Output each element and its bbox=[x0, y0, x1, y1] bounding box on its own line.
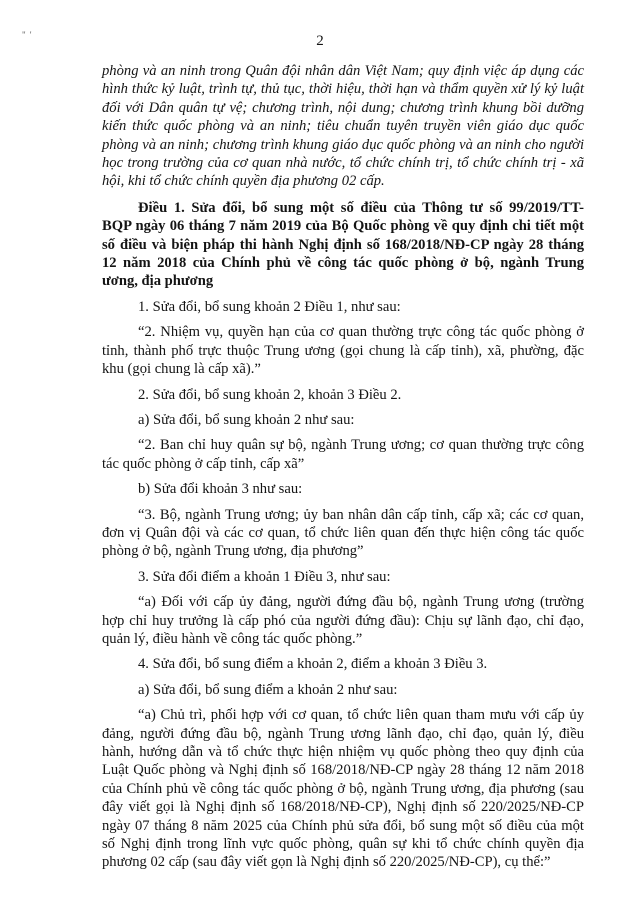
text-line: phòng ở bộ, ngành Trung ương, địa phương” bbox=[102, 543, 364, 560]
text-line: đối với Dân quân tự vệ; chương trình, nội dung; chương trình khung bồi dưỡng bbox=[102, 99, 584, 116]
text-line: tác quốc phòng ở cấp tỉnh, cấp xã” bbox=[102, 455, 305, 472]
intro-paragraph bbox=[102, 62, 584, 191]
text-line: đơn vị Quân đội và các cơ quan, tổ chức liên quan đến thực hiện công tác quốc bbox=[102, 524, 584, 541]
quoted-paragraph bbox=[102, 706, 584, 872]
text-line: “3. Bộ, ngành Trung ương; ủy ban nhân dân cấp tỉnh, cấp xã; các cơ quan, bbox=[138, 506, 584, 523]
text-line: b) Sửa đổi khoản 3 như sau: bbox=[138, 481, 303, 498]
text-line: 4. Sửa đổi, bổ sung điểm a khoản 2, điểm a khoản 3 Điều 3. bbox=[138, 656, 488, 673]
text-line: hình thức kỷ luật, trình tự, thủ tục, thời hiệu, thời hạn và thẩm quyền xử lý kỷ luật bbox=[102, 81, 584, 98]
quoted-paragraph bbox=[102, 323, 584, 378]
text-line: hành, hướng dẫn và tổ chức thực hiện nhiệm vụ quốc phòng theo quy định của bbox=[102, 744, 584, 760]
text-line: ương, địa phương bbox=[102, 273, 214, 290]
text-line: của Chính phủ về công tác quốc phòng ở bộ, ngành Trung ương, địa phương (sau bbox=[102, 780, 584, 797]
text-line: “2. Ban chỉ huy quân sự bộ, ngành Trung ương; cơ quan thường trực công bbox=[138, 437, 584, 454]
quoted-paragraph bbox=[102, 593, 584, 648]
text-line: 3. Sửa đổi điểm a khoản 1 Điều 3, như sau: bbox=[138, 568, 391, 585]
clause-paragraph bbox=[102, 480, 584, 498]
text-line: đây viết gọi là Nghị định số 168/2018/NĐ-CP), Nghị định số 220/2025/NĐ-CP bbox=[102, 799, 584, 816]
text-line: học trong trường của cơ quan nhà nước, tổ chức chính trị, tổ chức chính trị - xã bbox=[102, 155, 584, 172]
clause-paragraph bbox=[102, 655, 584, 673]
text-line: phòng và an ninh; chương trình khung giáo dục quốc phòng và an ninh cho người bbox=[102, 136, 584, 153]
text-line: kiến thức quốc phòng và an ninh; tiêu chuẩn tuyên truyền viên giáo dục quốc bbox=[102, 118, 584, 135]
text-line: tỉnh, thành phố trực thuộc Trung ương (gọi chung là cấp tỉnh), xã, phường, đặc bbox=[102, 342, 584, 359]
text-line: a) Sửa đổi, bổ sung khoản 2 như sau: bbox=[138, 411, 355, 428]
text-line: số điều và biện pháp thi hành Nghị định số 168/2018/NĐ-CP ngày 28 tháng bbox=[102, 236, 584, 253]
quoted-paragraph bbox=[102, 436, 584, 473]
text-line: 2. Sửa đổi, bổ sung khoản 2, khoản 3 Điều 2. bbox=[138, 386, 402, 403]
text-line: 12 năm 2018 của Chính phủ về công tác quốc phòng ở bộ, ngành Trung bbox=[102, 255, 584, 272]
clause-paragraph bbox=[102, 298, 584, 316]
quoted-paragraph bbox=[102, 506, 584, 561]
text-line: ngày 07 tháng 8 năm 2025 của Chính phủ sửa đổi, bổ sung một số điều của một bbox=[102, 817, 584, 834]
text-line: số Nghị định trong lĩnh vực quốc phòng, quân sự khi tổ chức chính quyền địa bbox=[102, 836, 584, 853]
corner-mark: " ' bbox=[22, 30, 33, 40]
text-line: Luật Quốc phòng và Nghị định số 168/2018/NĐ-CP ngày 28 tháng 12 năm 2018 bbox=[102, 762, 584, 779]
clause-paragraph bbox=[102, 386, 584, 404]
paragraph-list bbox=[102, 298, 584, 872]
article-heading bbox=[102, 199, 584, 291]
text-line: “a) Đối với cấp ủy đảng, người đứng đầu bộ, ngành Trung ương (trường bbox=[138, 594, 584, 611]
text-line: khu (gọi chung là cấp xã).” bbox=[102, 361, 261, 378]
text-line: BQP ngày 06 tháng 7 năm 2019 của Bộ Quốc phòng về quy định chi tiết một bbox=[102, 218, 584, 235]
text-line: hội, khi tổ chức chính quyền địa phương 02 cấp. bbox=[102, 173, 385, 190]
text-line: “a) Chủ trì, phối hợp với cơ quan, tổ chức liên quan tham mưu với cấp ủy bbox=[138, 707, 584, 724]
page-number: 2 bbox=[316, 33, 324, 49]
text-line: a) Sửa đổi, bổ sung điểm a khoản 2 như sau: bbox=[138, 681, 398, 698]
text-line: 1. Sửa đổi, bổ sung khoản 2 Điều 1, như sau: bbox=[138, 298, 401, 315]
clause-paragraph bbox=[102, 681, 584, 699]
clause-paragraph bbox=[102, 411, 584, 429]
text-line: Điều 1. Sửa đổi, bổ sung một số điều của Thông tư số 99/2019/TT- bbox=[138, 199, 584, 216]
text-line: “2. Nhiệm vụ, quyền hạn của cơ quan thường trực công tác quốc phòng ở bbox=[138, 324, 584, 341]
clause-paragraph bbox=[102, 568, 584, 586]
document-body bbox=[102, 62, 584, 872]
text-line: phương 02 cấp (sau đây viết gọn là Nghị định số 220/2025/NĐ-CP), cụ thể:” bbox=[102, 854, 551, 871]
text-line: phòng và an ninh trong Quân đội nhân dân Việt Nam; quy định việc áp dụng các bbox=[102, 63, 584, 79]
text-line: quản lý, điều hành về công tác quốc phòng.” bbox=[102, 630, 363, 647]
text-line: hợp chỉ huy trưởng là cấp phó của người đứng đầu): Chịu sự lãnh đạo, chỉ đạo, bbox=[102, 612, 584, 629]
text-line: đảng, người đứng đầu bộ, ngành Trung ương lãnh đạo, chỉ đạo, quản lý, điều bbox=[102, 725, 584, 742]
